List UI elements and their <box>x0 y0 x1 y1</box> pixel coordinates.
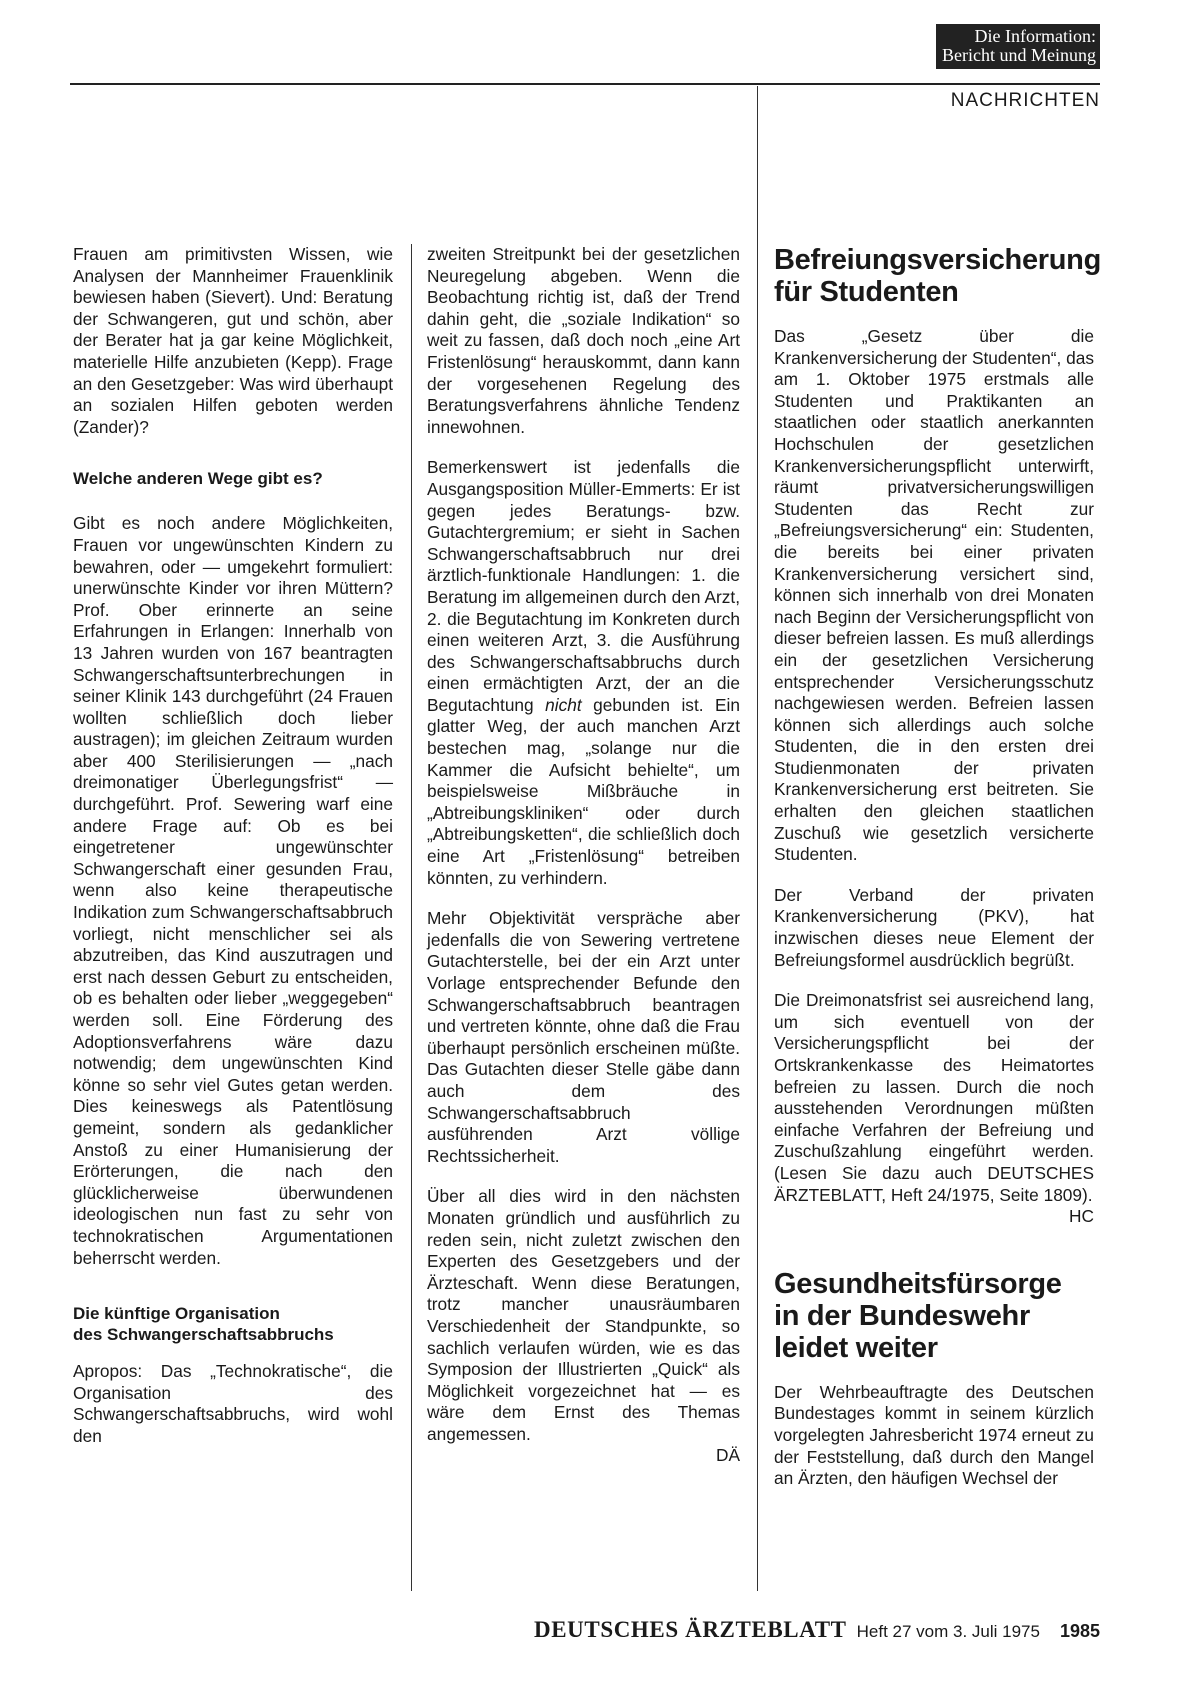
subheading-line: Die künftige Organisation <box>73 1304 280 1324</box>
rubric-line-1: Die Information: <box>974 26 1096 46</box>
page-footer <box>534 1617 1100 1643</box>
paragraph: Frauen am primitivsten Wissen, wie Analysen der Mannheimer Frauenklinik bewiesen haben (Sievert). Und: Beratung der Schwangeren, gut und schön, aber der Berater hat ja gar keine Möglichkeit, materielle Hilfe anzubieten (Kepp). Frage an den Gesetzgeber: Was wird überhaupt an sozialen Hilfen geboten werden (Zander)? <box>73 244 393 437</box>
paragraph-text: Bemerkenswert ist jedenfalls die Ausgangsposition Müller-Emmerts: Er ist gegen jedes Beratungs- bzw. Gutachtergremium; er sieht in Sachen Schwangerschaftsabbruch nur drei ärztlich-funktionale Handlungen: 1. die Beratung im allgemeinen durch den Arzt, 2. die Begutachtung im Konkreten durch einen weiteren Arzt, 3. die Ausführung des Schwangerschaftsabbruchs durch einen ermächtigten Arzt, der an die Begutachtung <box>427 457 740 715</box>
paragraph: Über all dies wird in den nächsten Monaten gründlich und ausführlich zu reden sein, nicht zuletzt zwischen den Experten des Gesetzgebers und der Ärzteschaft. Wenn diese Beratungen, trotz mancher unausräumbaren Verschiedenheit der Standpunkte, so sachlich verlaufen würden, wie es das Symposion der Illustrierten „Quick“ als Möglichkeit vorgezeichnet hat — es wäre dem Ernst des Themas angemessen. <box>427 1186 740 1444</box>
author-signature-row <box>774 1206 1094 1228</box>
journal-name: DEUTSCHES ÄRZTEBLATT <box>534 1617 847 1642</box>
header-rule <box>70 83 1100 85</box>
paragraph: Der Verband der privaten Krankenversicherung (PKV), hat inzwischen dieses neue Element der Befreiungsformel ausdrücklich begrüßt. <box>774 884 1094 970</box>
rubric-box <box>936 24 1100 69</box>
column-2 <box>427 244 740 1467</box>
author-signature: DÄ <box>715 1445 740 1466</box>
column-3 <box>774 244 1101 1509</box>
title-line: Gesundheitsfürsorge <box>774 1267 1062 1300</box>
author-signature: HC <box>1069 1206 1094 1227</box>
subheading <box>73 1303 393 1345</box>
article-title <box>774 244 1101 308</box>
column-1 <box>73 244 393 1467</box>
paragraph: Das „Gesetz über die Krankenversicherung der Studenten“, das am 1. Oktober 1975 erstmals alle Studenten und Praktikanten an staatlichen oder staatlich anerkannten Hochschulen der gesetzlichen Krankenversicherungspflicht unterwirft, räumt privatversicherungswilligen Studenten das Recht zur „Befreiungsversicherung“ ein: Studenten, die bereits bei einer privaten Krankenversicherung versichert sind, können sich innerhalb von drei Monaten nach Beginn der Versicherungspflicht von dieser befreien lassen. Es muß allerdings ein der gesetzlichen Versicherung entsprechender Versicherungsschutz nachgewiesen werden. Befreien lassen können sich allerdings auch solche Studenten, die in den ersten drei Studienmonaten der privaten Krankenversicherung erst beitreten. Sie erhalten den gleichen staatlichen Zuschuß wie gesetzlich versicherte Studenten. <box>774 326 1094 865</box>
title-line: leidet weiter <box>774 1331 938 1364</box>
paragraph: Gibt es noch andere Möglichkeiten, Frauen vor ungewünschten Kindern zu bewahren, oder — umgekehrt formuliert: unerwünschte Kinder vor ihren Müttern? Prof. Ober erinnerte an seine Erfahrungen in Erlangen: Innerhalb von 13 Jahren wurden von 167 beantragten Schwangerschaftsunterbrechungen in seiner Klinik 143 durchgeführt (24 Frauen wollten schließlich doch lieber austragen); im gleichen Zeitraum wurden aber 400 Sterilisierungen — „nach dreimonatiger Überlegungsfrist“ — durchgeführt. Prof. Sewering warf eine andere Frage auf: Ob es bei eingetretener ungewünschter Schwangerschaft einer gesunden Frau, wenn also keine therapeutische Indikation zum Schwangerschaftsabbruch vorliegt, nicht menschlicher sei als abzutreiben, das Kind auszutragen und erst nach dessen Geburt zu entscheiden, ob es behalten oder lieber „weggegeben“ werden soll. Eine Förderung des Adoptionsverfahrens wäre dazu notwendig; dem ungewünschten Kind könne so sehr viel Gutes getan werden. Dies keineswegs als Patentlösung gemeint, sondern als gedanklicher Anstoß zu einer Humanisierung der Erörterungen, die nach den glücklicherweise überwundenen ideologischen nun fast zu sehr von technokratischen Argumentationen beherrscht werden. <box>73 513 393 1268</box>
title-line: in der Bundeswehr <box>774 1299 1030 1332</box>
emphasis: nicht <box>545 694 582 715</box>
subheading: Welche anderen Wege gibt es? <box>73 469 323 489</box>
author-signature-row <box>427 1445 740 1467</box>
section-label: NACHRICHTEN <box>950 90 1100 111</box>
subheading-line: des Schwangerschaftsabbruchs <box>73 1325 334 1345</box>
issue-info: Heft 27 vom 3. Juli 1975 <box>856 1622 1040 1641</box>
title-line: Befreiungsversicherung <box>774 244 1101 276</box>
paragraph: Die Dreimonatsfrist sei ausreichend lang, um sich eventuell von der Versicherungspflicht bei der Ortskrankenkasse des Heimatortes befreien zu lassen. Durch die noch ausstehenden Verordnungen müßten einfache Verfahren der Befreiung und Zuschußzahlung eingeführt werden. (Lesen Sie dazu auch DEUTSCHES ÄRZTEBLATT, Heft 24/1975, Seite 1809). <box>774 990 1094 1205</box>
paragraph <box>427 457 740 889</box>
article-title <box>774 1268 1094 1364</box>
paragraph-text: gebunden ist. Ein glatter Weg, der auch manchen Arzt bestechen mag, „solange nur die Kammer die Aufsicht behielte“, um beispielsweise Mißbräuche in „Abtreibungskliniken“ oder durch „Abtreibungsketten“, die schließlich doch eine Art „Fristenlösung“ betreiben könnten, zu verhindern. <box>427 694 740 888</box>
paragraph: Der Wehrbeauftragte des Deutschen Bundestages kommt in seinem kürzlich vorgelegten Jahresbericht 1974 erneut zu der Feststellung, daß durch den Mangel an Ärzten, den häufigen Wechsel der <box>774 1381 1094 1489</box>
paragraph: zweiten Streitpunkt bei der gesetzlichen Neuregelung abgeben. Wenn die Beobachtung richtig ist, daß der Trend dahin geht, die „soziale Indikation“ so weit zu fassen, daß doch noch „eine Art Fristenlösung“ herauskommt, dann kann der vorgesehenen Regelung des Beratungsverfahrens ähnliche Tendenz innewohnen. <box>427 244 740 437</box>
rubric-line-2: Bericht und Meinung <box>942 45 1096 65</box>
paragraph: Mehr Objektivität verspräche aber jedenfalls die von Sewering vertretene Gutachterstelle, bei der ein Arzt unter Vorlage entsprechender Befunde den Schwangerschaftsabbruch beantragen und vertreten könnte, ohne daß die Frau überhaupt persönlich erscheinen müßte. Das Gutachten dieser Stelle gäbe dann auch dem des Schwangerschaftsabbruch ausführenden Arzt völlige Rechtssicherheit. <box>427 908 740 1166</box>
column-divider-2 <box>757 86 758 1591</box>
column-divider-1 <box>411 244 412 1591</box>
title-line: für Studenten <box>774 276 959 308</box>
page-number: 1985 <box>1059 1621 1100 1641</box>
paragraph: Apropos: Das „Technokratische“, die Organisation des Schwangerschaftsabbruchs, wird wohl den <box>73 1361 393 1446</box>
